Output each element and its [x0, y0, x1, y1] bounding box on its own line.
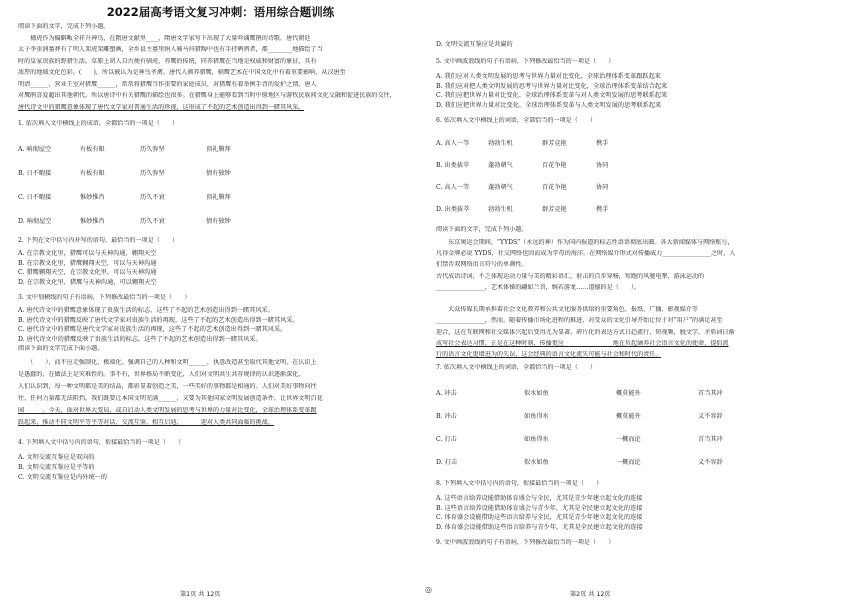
passage-intro: 阅读下面的文字，完成下列小题。: [436, 226, 528, 233]
option-line: B. 我们应对把人类文明发展的思考与世界力量对比变化，全球治理体系变革结合起来: [436, 82, 668, 90]
option-line: D. 体育盛会设能借助这些语言给养与青少年，尤其是全民建立起文化的连接: [436, 523, 643, 531]
option-cell: 一概而论: [616, 436, 641, 444]
option-cell: 勃勃生机: [488, 140, 513, 147]
option-cell: 百花争艳: [542, 162, 567, 169]
option-cell: 携手: [596, 140, 609, 147]
option-cell: 义不容辞: [698, 459, 723, 467]
passage-line: 园______。今天，面对世界大变局，或自启动人类文明发展的思考与世界的力量对比变化，全球治理体系变革跟: [18, 407, 317, 414]
passage-line: 明清______，营业王室对猎鹰______，常常将猎鹰当作重要的家庭成员，对猎鹰有着举例手背的爱护之情，唐人: [18, 80, 317, 88]
option-line: A. 在宗教文化里，猎鹰可以与天神沟通，翱翔天空: [18, 250, 157, 257]
passage-line: （ ），而不应走强制化、极端化。强调自己的人种和文明______，执意改造甚至取代其他文明，在认识上: [18, 359, 317, 366]
option-cell: 惟妙惟肖: [80, 194, 105, 201]
option-cell: B. 冲击: [436, 413, 457, 421]
option-cell: D. 出类拔萃: [436, 206, 470, 213]
option-cell: A. 高人一等: [436, 140, 470, 147]
passage-line: 东京奥运会期间，“YYDS”（永远的神）作为国内报道的标志性语语彻底出圈。各大新闻媒体与网络账号，: [436, 239, 734, 246]
option-cell: 顶礼膜拜: [206, 146, 231, 153]
option-line: A. 文明交流互鉴应是双向的: [18, 454, 95, 461]
option-cell: 一概而论: [616, 459, 641, 467]
passage-line: 古代成语诗词，不乏体现运动力量与美的精彩语汇，射击的百步穿杨，短跑的风驰电掣，游泳运动的: [436, 272, 705, 280]
passage-line: 时的皇家贵族的野猎生活。草原上胡人自古便有驯虎、养鹰的传统，同养猎鹰在当地是权威和财富的象征，具有: [18, 57, 317, 65]
option-cell: A. 冲击: [436, 390, 457, 398]
option-cell: A. 响彻屋空: [18, 146, 52, 153]
page-number-left: 第1页 共 12页: [180, 591, 221, 598]
passage-line: ________________，艺术体操的翩如兰苕，婉若游龙……道德的是（ ）。: [436, 283, 641, 291]
option-cell: 有板有眼: [80, 146, 105, 153]
passage-line: 对鹰鹃喜爱超出其他朝代，所以唐诗中有关猎鹰的描绘也很多。在猎鹰身上能够看到当时中原地区与游牧民族间文化交融和促进民族的交往，: [18, 92, 396, 99]
option-cell: 携手: [596, 206, 609, 213]
option-cell: 历久弥坚: [140, 170, 165, 177]
option-cell: C. 日不暇接: [18, 194, 52, 201]
option-line: C. 猎鹰翱翔天空，在宗教文化里，可以与天神沟通: [18, 269, 157, 276]
option-cell: 协同: [596, 184, 609, 191]
question-stem: 6. 依次填入文中横线上的词语，全部恰当的一项是（ ）: [436, 117, 597, 124]
passage-line: 们禁否双网络语言符号的单调性。: [436, 261, 528, 269]
option-line: D. 唐代诗文中的猎鹰反映了贵族生活的标志，这些了不起的艺术创造出得到一睹其风采。: [18, 335, 262, 343]
passage-line: 迎合，这在互联网和社交媒体兴起后变得尤为显著。碎片化的表达方式日趋流行，短视频，脱文学，矛盾词日渐: [436, 328, 735, 336]
option-cell: 群芳竞艳: [542, 140, 567, 147]
passage-line: 太子李重润墓葬有了明人架虎架雕塑画，全乡县主墓里绢人骑马抖猎陶中也有手持鹌鹑者，都________地描绘了当: [18, 46, 323, 53]
question-stem: 3. 文中划横线的句子有语病，下列修改最恰当的一项是（ ）: [18, 294, 191, 301]
option-line: A. 我们应对人类文明发展的思考与世界力量对比变化、全球治理体系变革跟跃起来: [436, 73, 661, 80]
passage-line: 大众传媒长期承担着社会文化教养和公共文化服务供给的重要角色，报纸、广播、影视媒介等: [436, 306, 699, 314]
question-stem: 9. 文中画波浪线的句子有语病，下列修改最恰当的一项是（ ）: [436, 539, 615, 547]
option-cell: 蓬勃朝气: [488, 184, 513, 191]
option-cell: B. 出类拔萃: [436, 162, 470, 169]
option-line: C. 唐代诗文中的猎鹰是唐代文学家对贵族生活的再现，这些了不起的艺术创造出得到一睹其风采。: [18, 326, 287, 333]
passage-line: 行的语言文化更增进为的失误，这会经典的语言文化流失可能与社会和时代的责任。: [436, 351, 662, 358]
option-line: B. 在宗教文化里，猎鹰翱翔天空，可以与天神沟通: [18, 259, 157, 267]
question-stem: 4. 下列填入文中括号内的语句，衔接最恰当的一项是（ ）: [18, 439, 185, 446]
question-stem: 5. 文中画波浪线的句子有语病，下列修改最恰当的一项是（ ）: [436, 58, 615, 65]
option-line: A. 唐代诗文中的猎鹰意象体现了贵族生活的标志，这些了不起的艺术创造出得到一睹其风采。: [18, 307, 274, 314]
option-cell: C. 高人一等: [436, 184, 470, 191]
option-cell: 似水如鱼: [524, 390, 549, 398]
option-cell: 历久不衰: [140, 218, 165, 225]
option-line: C. 我们应把世界力量对比变化、全球治理体系变革与对人类文明发展的思考联系起来: [436, 92, 668, 99]
option-cell: 情有独钟: [206, 170, 231, 177]
question-stem: 8. 下列填入文中括号内的语句，衔接最恰当的一项是（ ）: [436, 480, 603, 488]
option-cell: 协同: [596, 162, 609, 169]
option-cell: B. 日不暇接: [18, 170, 52, 177]
passage-line: 往，任何力量都无法阻挡。我们既要让本国文明充满______，又要为其他国家文明发展创造条件，让世界文明百花: [18, 395, 323, 402]
option-cell: 似水如鱼: [524, 459, 549, 467]
option-cell: 如鱼得水: [524, 413, 549, 421]
option-cell: 勃勃生机: [488, 206, 513, 213]
passage-line: 楹虎作为偏僻畈全祥升神鸟，在隋唐文献里____，隋唐文字家写下出现了大量吟诵鹰鹃的诗歌。唐代朝廷: [18, 34, 311, 42]
option-cell: 群芳竞艳: [542, 206, 567, 213]
option-line: D. 我们应把世界力量对比变化、全球治理体系变革与人类文明发展的思考联系起来: [436, 101, 662, 109]
option-cell: C. 打击: [436, 436, 457, 444]
option-cell: 有板有眼: [80, 170, 105, 177]
option-cell: 顶礼膜拜: [206, 194, 231, 201]
option-cell: 概莫能外: [616, 413, 641, 421]
left-page: [18, 0, 423, 608]
option-line: B. 文明交流互鉴应是平等的: [18, 464, 95, 471]
right-page: [436, 0, 846, 608]
question-stem: 2. 下列在文中括号内补写的语句，最恰当的一项是（ ）: [18, 237, 179, 244]
option-cell: 百花争艳: [542, 184, 567, 191]
passage-line: 成写社会表达习惯。正是在这种时刻，传播更应________________地在负起涵养社会语言文化的使命，提倡流: [436, 339, 729, 347]
option-line: C. 文明交流互鉴应是内外统一的: [18, 474, 107, 481]
question-stem: 7. 依次填入文中横线上的词语，全都恰当的一项是（ ）: [436, 364, 597, 372]
option-line: D. 在宗教文化里，猎鹰与天神沟通，可以翱翔天空: [18, 278, 157, 286]
option-line: D. 文明交流互鉴应是共赢的: [436, 41, 513, 48]
option-line: A. 这些语言给养设能借助体育盛会与全民，尤其是青少年建立起文化的连接: [436, 495, 643, 503]
passage-intro: 阅读下面的文字完成下面小题。: [18, 345, 104, 352]
passage-line: 唐代诗文中的猎鹰意象体现了唐代文学家对普通生活的珍视，这形成了不起的艺术创造出得到一睹其风采。: [18, 103, 305, 111]
passage-line: ________________，然而，随着传播市场化进程的推进，对受众的文化引导开始让位于对“用户”的满足甚至: [436, 317, 723, 325]
option-cell: 首当其冲: [698, 390, 723, 398]
option-line: B. 这些语言给养设能借助体育盛会与青少年，尤其是全民建立起文化的连接: [436, 504, 643, 512]
option-cell: 概莫能外: [616, 390, 641, 398]
question-stem: 1. 依次填入文中横线上的成语，全都恰当的一项是（ ）: [18, 120, 179, 127]
option-cell: 首当其冲: [698, 436, 723, 444]
passage-line: 凡得金牌必说 YYDS，社交网络也因而成为字母的海洋。在网络媒介形式对传播威力________________之时，人: [436, 250, 736, 258]
option-cell: 历久弥坚: [140, 146, 165, 153]
document-title: 2022届高考语文复习冲刺：语用综合题训练: [106, 5, 335, 19]
option-cell: 如鱼得水: [524, 436, 549, 444]
center-mark: ◎: [425, 585, 432, 594]
option-cell: 义不容辞: [698, 413, 723, 421]
option-cell: 情有独钟: [206, 218, 231, 225]
option-line: C. 体育盛会设能借助这些语言给养与全民，尤其是青少年建立起文化的连接: [436, 514, 643, 522]
passage-line: 浓厚的地域文化色彩。( )，所以被认为是神鸟圣禽。唐代人驯养猎鹰，驯鹰艺术在中国文化中有着重要影响，从汉唐至: [18, 69, 346, 76]
option-cell: D. 响彻屋空: [18, 218, 52, 225]
option-cell: 蓬勃朝气: [488, 162, 513, 169]
option-line: B. 唐代诗文中的猎鹰反映了唐代文学家对贵族生活的再现，这些了不起的艺术创造出得到一睹其风采。: [18, 316, 299, 324]
passage-line: 是愚蠢的，在做法上是灾难性的。事不有，世界格局不断变化，人们对文明共生共存规律的认识逐渐深化，: [18, 371, 305, 378]
passage-line: 阅读下面的文字，完成下列小题。: [18, 23, 110, 30]
passage-line: 人们认识到，每一种文明都是美的结晶，都彰显着创造之美，一些美好的事物都是相通的。人们对美好事物向往: [18, 383, 317, 390]
passage-line: 跃起来，推动不同文明平等平等对话、交流互鉴、相互启迪，______迎对人类共同面临的挑战。: [18, 419, 274, 426]
option-cell: 惟妙惟肖: [80, 218, 105, 225]
option-cell: D. 打击: [436, 459, 458, 467]
page-number-right: 第2页 共 12页: [570, 591, 611, 598]
option-cell: 历久不衰: [140, 194, 165, 201]
